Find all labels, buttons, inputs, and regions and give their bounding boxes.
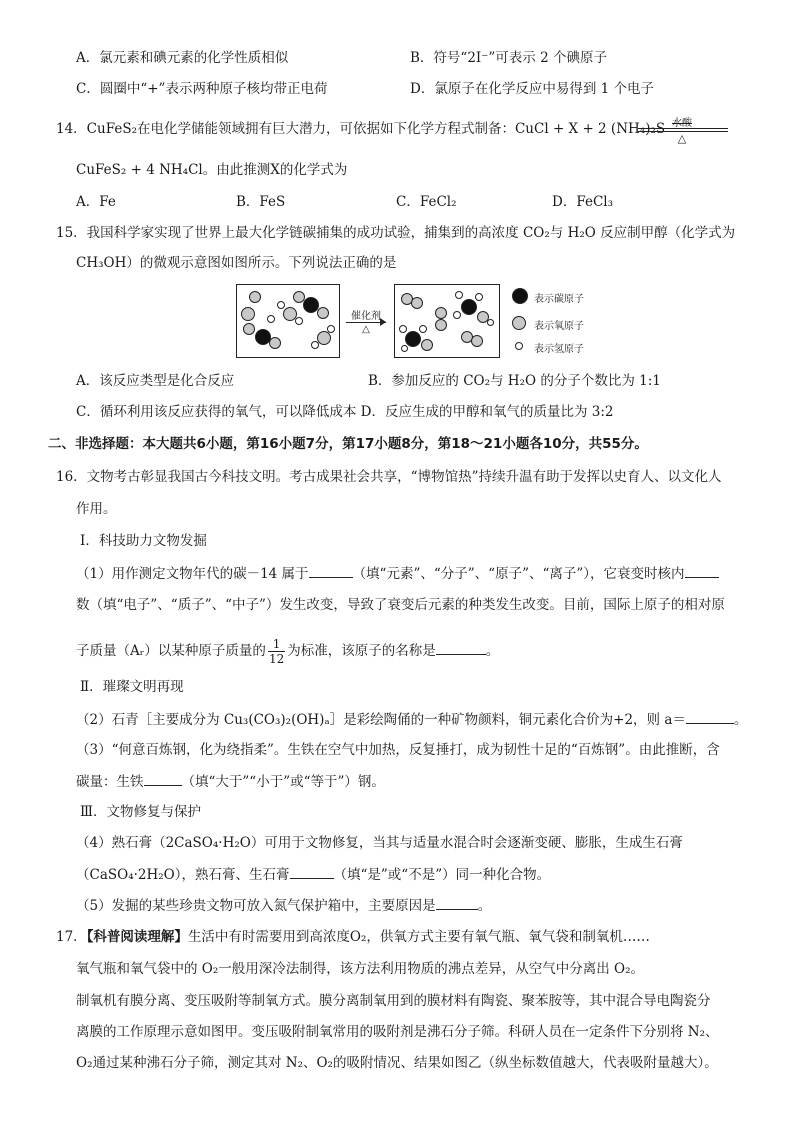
q15-option-b: B．参加反应的 CO₂与 H₂O 的分子个数比为 1:1: [368, 373, 661, 389]
section-heading: 二、非选择题：本大题共6小题，第16小题7分，第17小题8分，第18～21小题各10分，共55分。: [48, 436, 648, 452]
legend-hydrogen-icon: [515, 342, 523, 350]
q16-part-2-heading: Ⅱ．璀璨文明再现: [80, 679, 184, 695]
q16-sub1-line-1: [76, 564, 719, 583]
q15-stem-2: CH₃OH）的微观示意图如图所示。下列说法正确的是: [76, 255, 397, 271]
q17-para-2-line-2: 离膜的工作原理示意如图甲。变压吸附制氧常用的吸附剂是沸石分子筛。科研人员在一定条件下分别将 N₂、: [76, 1024, 719, 1040]
q16-sub1-line-3: [76, 632, 499, 670]
q16-sub4-line-2: [76, 865, 550, 884]
q16-sub2-text: （2）石青［主要成分为 Cu₃(CO₃)₂(OH)ₐ］是彩绘陶俑的一种矿物颜料，铜元素化合价为+2，则 a＝: [76, 712, 686, 728]
q15-option-c-d: C．循环利用该反应获得的氧气，可以降低成本 D．反应生成的甲醇和氧气的质量比为 3:2: [76, 404, 614, 420]
q14-option-d: D．FeCl₃: [552, 194, 614, 210]
q16-sub1-line-2: 数（填“电子”、“质子”、“中子”）发生改变，导致了衰变后元素的种类发生改变。目前，国际上原子的相对原: [76, 597, 725, 613]
q13-option-a: A．氯元素和碘元素的化学性质相似: [76, 50, 289, 66]
legend-hydrogen-label: 表示氢原子: [534, 344, 584, 355]
q14-stem-2: CuFeS₂ + 4 NH₄Cl。由此推测X的化学式为: [76, 162, 348, 178]
q16-sub5-line: [76, 896, 491, 915]
q16-stem-2: 作用。: [76, 501, 117, 517]
q16-sub5-text: （5）发掘的某些珍贵文物可放入氮气保护箱中，主要原因是: [76, 898, 436, 914]
q16-sub1-text-b: （填“元素”、“分子”、“原子”、“离子”），它衰变时核内: [352, 566, 685, 582]
fraction-one-twelfth: [268, 637, 285, 666]
q15-stem-1: 15．我国科学家实现了世界上最大化学链碳捕集的成功试验，捕集到的高浓度 CO₂与 H₂O 反应制甲醇（化学式为: [56, 225, 736, 241]
answer-blank-7[interactable]: [436, 896, 478, 910]
q13-option-b: B．符号“2I⁻”可表示 2 个碘原子: [410, 50, 607, 66]
q17-stem: [56, 928, 650, 946]
q17-para-2-line-3: O₂通过某种沸石分子筛，测定其对 N₂、O₂的吸附情况、结果如图乙（纵坐标数值越大，代表吸附量越大）。: [76, 1055, 718, 1071]
reactants-box: [236, 284, 340, 358]
q17-number: 17．: [56, 929, 87, 945]
q16-part-3-heading: Ⅲ．文物修复与保护: [80, 804, 202, 820]
q16-sub4-text-b: （CaSO₄·2H₂O），熟石膏、生石膏: [76, 867, 290, 883]
catalyst-label: 催化剂: [351, 311, 381, 322]
q17-tag: 【科普阅读理解】: [86, 929, 188, 945]
heat-label: △: [362, 324, 370, 335]
answer-blank-5[interactable]: [144, 772, 182, 786]
q13-option-d: D．氯原子在化学反应中易得到 1 个电子: [410, 81, 654, 97]
condition-top: 水酸: [672, 118, 692, 129]
q17-para-1: 氧气瓶和氧气袋中的 O₂一般用深冷法制得，该方法利用物质的沸点差异，从空气中分离出 O₂。: [76, 961, 645, 977]
legend-oxygen-icon: [512, 316, 526, 330]
q16-sub1-text-a: （1）用作测定文物年代的碳－14 属于: [76, 566, 309, 582]
q17-stem-text: 生活中有时需要用到高浓度O₂，供氧方式主要有氧气瓶、氧气袋和制氧机……: [187, 929, 650, 945]
q16-sub1-text-f: 。: [485, 643, 500, 659]
q14-option-a: A．Fe: [76, 194, 116, 210]
condition-bottom: △: [677, 132, 687, 145]
q16-sub5-end: 。: [477, 898, 492, 914]
legend-oxygen-label: 表示氧原子: [534, 321, 584, 332]
q14-stem: 14．CuFeS₂在电化学储能领域拥有巨大潜力，可依据如下化学方程式制备：CuCl + X + 2 (NH₄)₂S: [56, 121, 666, 137]
q14-option-b: B．FeS: [236, 194, 286, 210]
q16-sub3-text-c: （填“大于”“小于”或“等于”）钢。: [181, 774, 385, 790]
products-box: [394, 284, 500, 358]
q16-stem-1: 16．文物考古彰显我国古今科技文明。考古成果社会共享，“博物馆热”持续升温有助于发挥以史育人、以文化人: [56, 469, 722, 485]
q16-sub4-line-1: （4）熟石膏（2CaSO₄·H₂O）可用于文物修复，当其与适量水混合时会逐渐变硬、膨胀，生成生石膏: [76, 835, 683, 851]
q16-sub3-line-2: [76, 772, 385, 791]
q16-sub4-text-c: （填“是”或“不是”）同一种化合物。: [333, 867, 551, 883]
q16-sub2-line: [76, 710, 747, 729]
q17-para-2-line-1: 制氧机有膜分离、变压吸附等制氧方式。膜分离制氧用到的膜材料有陶瓷、聚苯胺等，其中混合导电陶瓷分: [76, 993, 711, 1009]
q15-option-a: A．该反应类型是化合反应: [76, 373, 235, 389]
q16-sub2-end: 。: [733, 712, 748, 728]
answer-blank-6[interactable]: [290, 865, 334, 879]
fraction-numerator: 1: [268, 637, 285, 652]
reaction-condition-arrow: [634, 114, 730, 148]
q16-sub3-line-1: （3）“何意百炼钢，化为绕指柔”。生铁在空气中加热，反复捶打，成为韧性十足的“百炼钢”。由此推断，含: [76, 742, 720, 758]
q13-option-c: C．圆圈中“+”表示两种原子核均带正电荷: [76, 81, 328, 97]
answer-blank-1[interactable]: [309, 564, 353, 578]
q16-part-1-heading: Ⅰ．科技助力文物发掘: [80, 533, 207, 549]
legend-carbon-label: 表示碳原子: [534, 294, 584, 305]
answer-blank-4[interactable]: [686, 710, 734, 724]
legend-carbon-icon: [512, 288, 528, 304]
answer-blank-2[interactable]: [685, 564, 719, 578]
q16-sub1-text-d: 子质量（Aᵣ）以某种原子质量的: [76, 643, 266, 659]
fraction-denominator: 12: [268, 652, 285, 666]
answer-blank-3[interactable]: [436, 641, 486, 655]
q16-sub3-text-b: 碳量：生铁: [76, 774, 144, 790]
q14-option-c: C．FeCl₂: [396, 194, 457, 210]
q16-sub1-text-e: 为标准，该原子的名称是: [287, 643, 436, 659]
